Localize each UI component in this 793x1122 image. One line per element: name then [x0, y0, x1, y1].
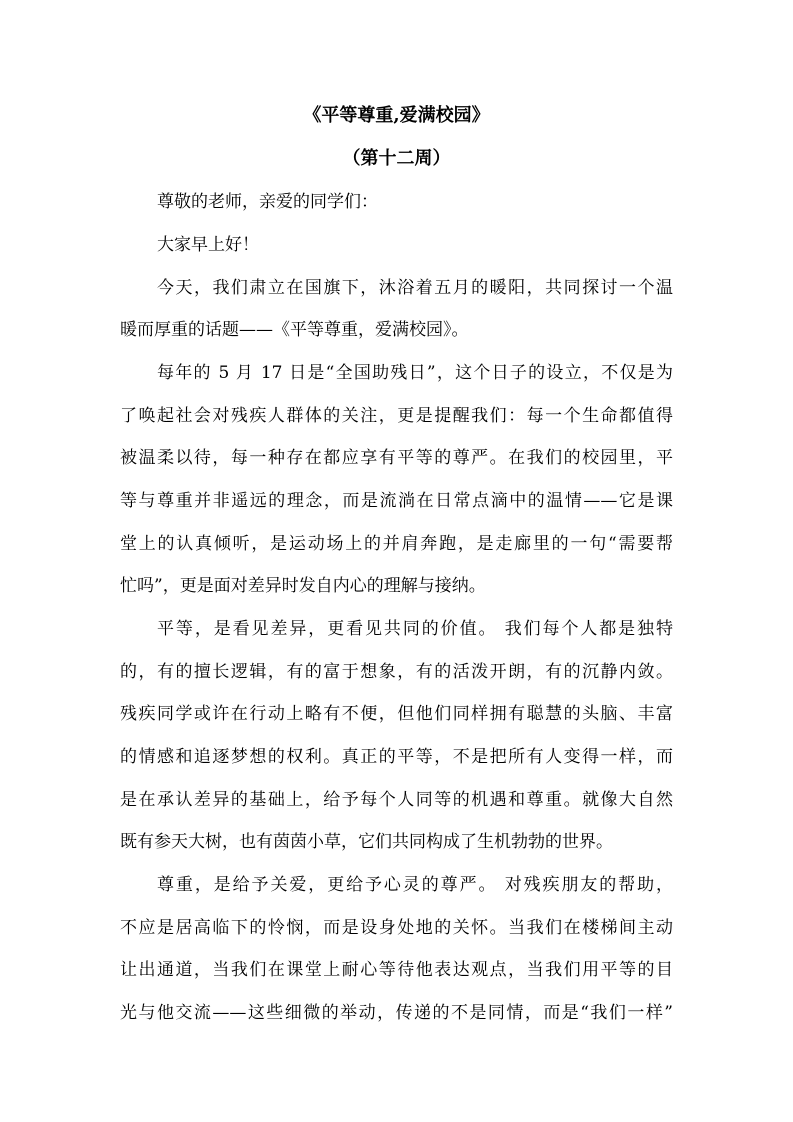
paragraph-line: 等与尊重并非遥远的理念，而是流淌在日常点滴中的温情——它是课 — [120, 491, 673, 511]
paragraph-line: 堂上的认真倾听，是运动场上的并肩奔跑，是走廊里的一句“需要帮 — [120, 534, 673, 554]
paragraph-line: 残疾同学或许在行动上略有不便，但他们同样拥有聪慧的头脑、丰富 — [120, 704, 673, 724]
paragraph-line: 了唤起社会对残疾人群体的关注，更是提醒我们：每一个生命都值得 — [120, 406, 673, 426]
paragraph-line: 不应是居高临下的怜悯，而是设身处地的关怀。当我们在楼梯间主动 — [120, 918, 673, 938]
greeting-line: 大家早上好！ — [157, 235, 259, 255]
document-subtitle: （第十二周） — [342, 148, 451, 169]
paragraph-line: 是在承认差异的基础上，给予每个人同等的机遇和尊重。就像大自然 — [120, 790, 673, 810]
paragraph-line: 光与他交流——这些细微的举动，传递的不是同情，而是“我们一样” — [120, 1003, 673, 1023]
document-title: 《平等尊重,爱满校园》 — [303, 105, 490, 126]
paragraph-line: 尊重，是给予关爱，更给予心灵的尊严。 对残疾朋友的帮助， — [157, 875, 673, 895]
paragraph-line: 的，有的擅长逻辑，有的富于想象，有的活泼开朗，有的沉静内敛。 — [120, 662, 673, 682]
paragraph-line: 让出通道，当我们在课堂上耐心等待他表达观点，当我们用平等的目 — [120, 960, 673, 980]
paragraph-line: 既有参天大树，也有茵茵小草，它们共同构成了生机勃勃的世界。 — [120, 832, 613, 852]
paragraph-line: 被温柔以待，每一种存在都应享有平等的尊严。在我们的校园里，平 — [120, 448, 673, 468]
paragraph-line: 忙吗”，更是面对差异时发自内心的理解与接纳。 — [120, 576, 486, 596]
paragraph-line: 今天，我们肃立在国旗下，沐浴着五月的暖阳，共同探讨一个温 — [157, 278, 673, 298]
paragraph-line: 的情感和追逐梦想的权利。真正的平等，不是把所有人变得一样，而 — [120, 747, 673, 767]
salutation-line: 尊敬的老师，亲爱的同学们： — [157, 192, 378, 212]
paragraph-line: 暖而厚重的话题——《平等尊重，爱满校园》。 — [120, 320, 469, 340]
paragraph-line: 平等，是看见差异，更看见共同的价值。 我们每个人都是独特 — [157, 619, 673, 639]
paragraph-line: 每年的 5 月 17 日是“全国助残日”，这个日子的设立，不仅是为 — [157, 363, 673, 383]
